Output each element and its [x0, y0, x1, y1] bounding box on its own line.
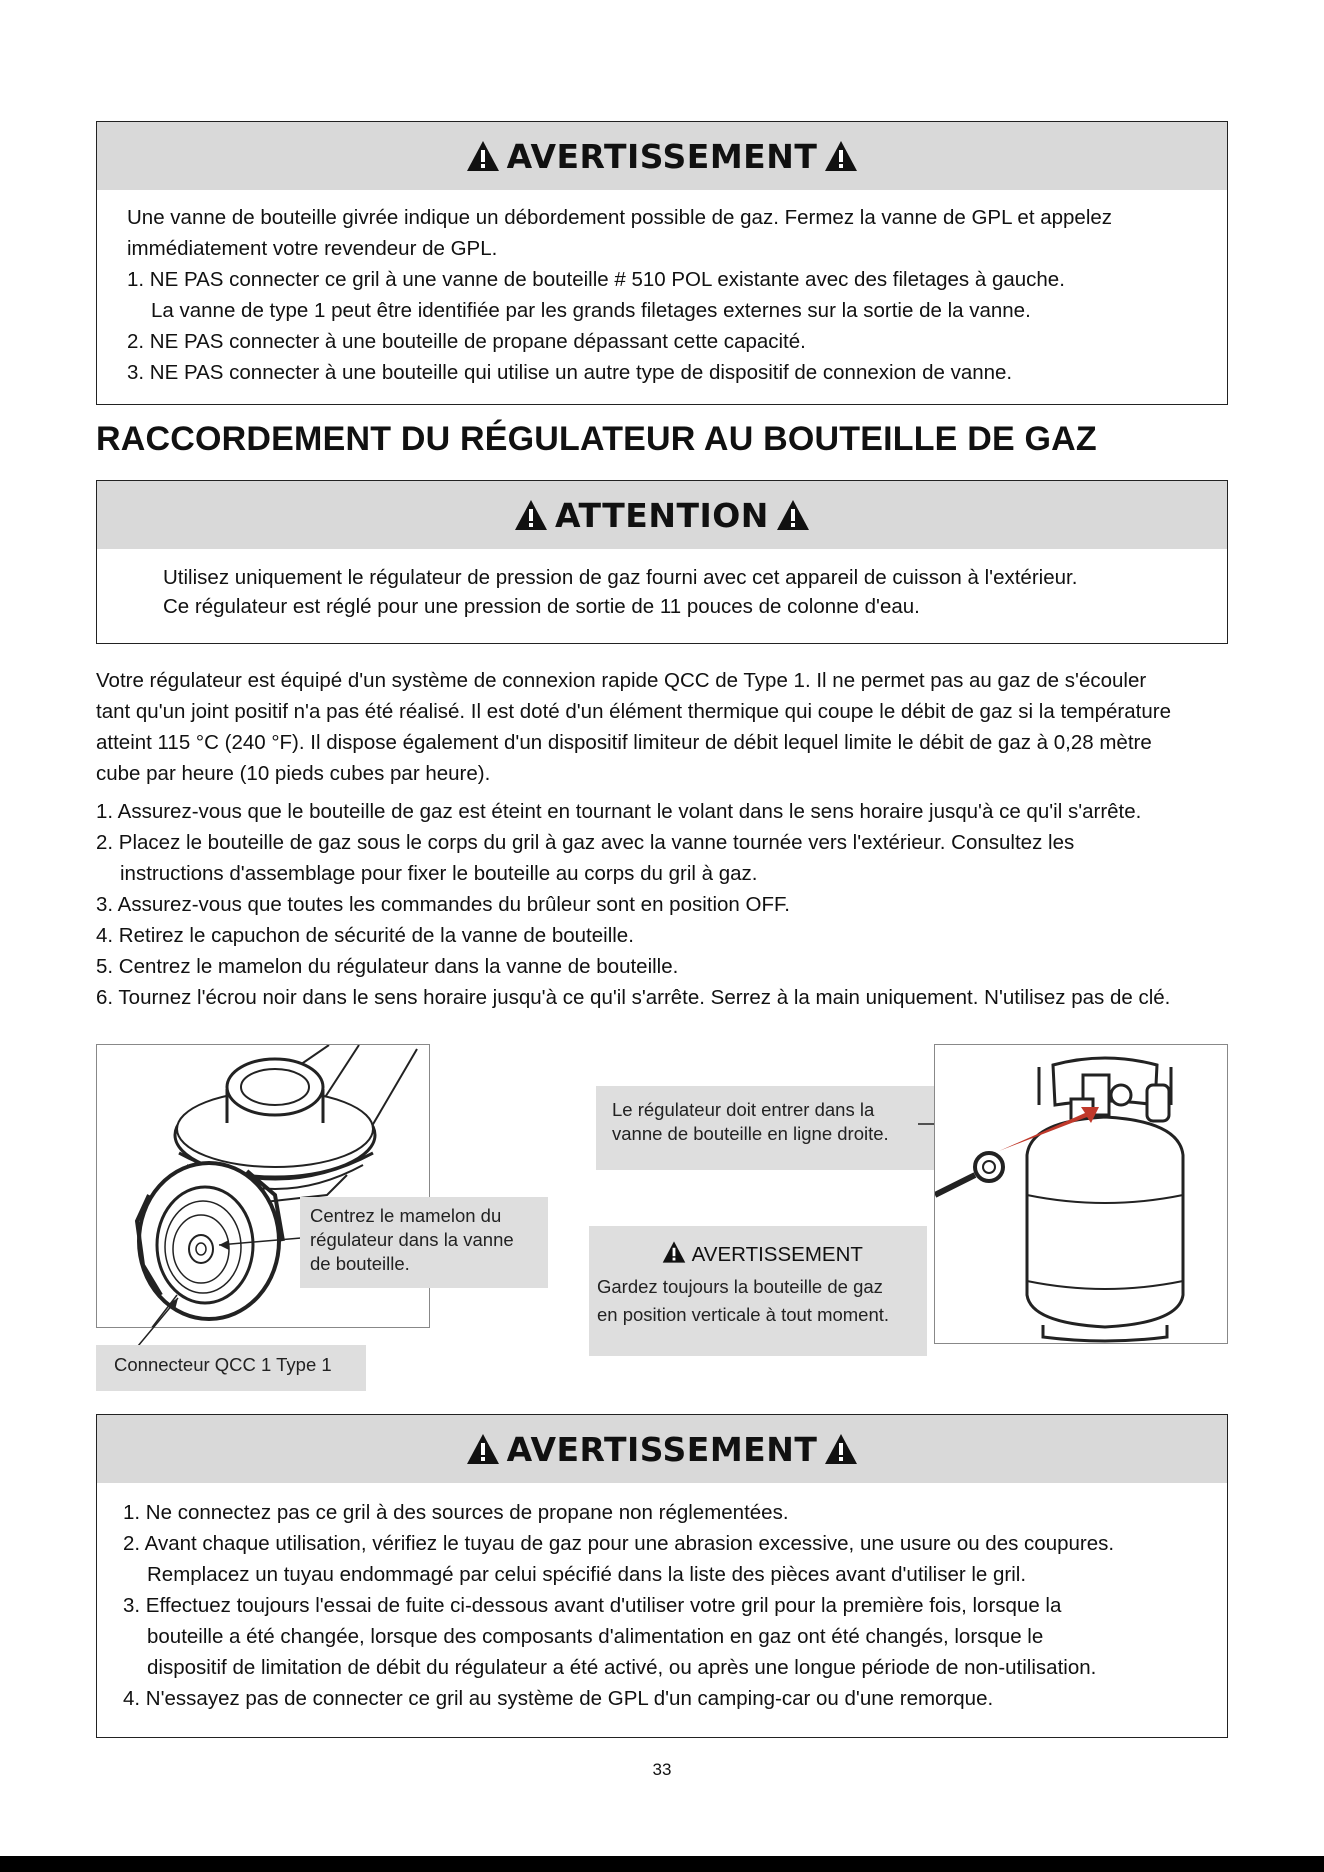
warning-line: 2. NE PAS connecter à une bouteille de propane dépassant cette capacité. — [127, 330, 806, 353]
step-item: 6. Tournez l'écrou noir dans le sens horaire jusqu'à ce qu'il s'arrête. Serrez à la main uniquement. N'utilisez pas de clé. — [96, 986, 1171, 1009]
step-item: 1. Assurez-vous que le bouteille de gaz est éteint en tournant le volant dans le sens horaire jusqu'à ce qu'il s'arrête. — [96, 800, 1142, 823]
warning-line: 1. NE PAS connecter ce gril à une vanne de bouteille # 510 POL existante avec des filetages à gauche. — [127, 268, 1065, 291]
upright-warning-title: AVERTISSEMENT — [691, 1243, 863, 1266]
warning-box-bottom — [96, 1414, 1228, 1738]
propane-tank-illustration — [935, 1045, 1227, 1343]
connector-pointer-line — [130, 1290, 190, 1350]
warning-line: bouteille a été changée, lorsque des composants d'alimentation en gaz ont été changés, lorsque le — [147, 1625, 1044, 1648]
warning-line: Une vanne de bouteille givrée indique un débordement possible de gaz. Fermez la vanne de GPL et appelez — [127, 206, 1113, 229]
warning-line: immédiatement votre revendeur de GPL. — [127, 237, 498, 260]
section-heading: RACCORDEMENT DU RÉGULATEUR AU BOUTEILLE DE GAZ — [96, 420, 1097, 458]
callout-center-nipple — [300, 1197, 548, 1288]
warning-triangle-icon — [465, 139, 501, 173]
bottom-border — [0, 1856, 1324, 1872]
attention-title: ATTENTION — [555, 495, 769, 535]
callout-line: régulateur dans la vanne — [310, 1229, 514, 1250]
warning-title: AVERTISSEMENT — [506, 136, 818, 176]
warning-triangle-icon — [661, 1240, 687, 1264]
attention-body — [97, 549, 1227, 621]
callout-line: Le régulateur doit entrer dans la — [612, 1099, 875, 1120]
warning-body — [97, 1483, 1227, 1714]
warning-line: 4. N'essayez pas de connecter ce gril au système de GPL d'un camping-car ou d'une remorque. — [123, 1687, 994, 1710]
callout-line: Gardez toujours la bouteille de gaz — [597, 1276, 883, 1297]
callout-upright-warning — [589, 1226, 927, 1356]
step-item: instructions d'assemblage pour fixer le bouteille au corps du gril à gaz. — [120, 862, 758, 885]
attention-header — [97, 481, 1227, 549]
warning-triangle-icon — [513, 498, 549, 532]
step-item: 5. Centrez le mamelon du régulateur dans la vanne de bouteille. — [96, 955, 679, 978]
warning-body — [97, 190, 1227, 388]
callout-straight-entry — [596, 1086, 936, 1170]
warning-title: AVERTISSEMENT — [506, 1429, 818, 1469]
page-number: 33 — [652, 1760, 672, 1779]
warning-line: Remplacez un tuyau endommagé par celui spécifié dans la liste des pièces avant d'utiliser le gril. — [147, 1563, 1027, 1586]
warning-line: 3. Effectuez toujours l'essai de fuite ci-dessous avant d'utiliser votre gril pour la première fois, lorsque la — [123, 1594, 1062, 1617]
warning-header — [97, 122, 1227, 190]
callout-line: vanne de bouteille en ligne droite. — [612, 1123, 889, 1144]
intro-line: tant qu'un joint positif n'a pas été réalisé. Il est doté d'un élément thermique qui coupe le débit de gaz si la température — [96, 700, 1171, 723]
step-item: 2. Placez le bouteille de gaz sous le corps du gril à gaz avec la vanne tournée vers l'extérieur. Consultez les — [96, 831, 1075, 854]
attention-box — [96, 480, 1228, 644]
upright-warning-title-row — [597, 1240, 927, 1267]
warning-line: La vanne de type 1 peut être identifiée par les grands filetages externes sur la sortie de la vanne. — [151, 299, 1031, 322]
attention-line: Ce régulateur est réglé pour une pression de sortie de 11 pouces de colonne d'eau. — [163, 595, 920, 618]
warning-line: 2. Avant chaque utilisation, vérifiez le tuyau de gaz pour une abrasion excessive, une usure ou des coupures. — [123, 1532, 1115, 1555]
attention-line: Utilisez uniquement le régulateur de pression de gaz fourni avec cet appareil de cuisson à l'extérieur. — [163, 566, 1078, 589]
callout-line: Centrez le mamelon du — [310, 1205, 502, 1226]
steps-list — [96, 796, 1246, 1013]
warning-triangle-icon — [775, 498, 811, 532]
intro-line: atteint 115 °C (240 °F). Il dispose également d'un dispositif limiteur de débit lequel limite le débit de gaz à 0,28 mètre — [96, 731, 1152, 754]
step-item: 4. Retirez le capuchon de sécurité de la vanne de bouteille. — [96, 924, 634, 947]
intro-line: cube par heure (10 pieds cubes par heure). — [96, 762, 491, 785]
intro-paragraph — [96, 665, 1246, 789]
callout-line: de bouteille. — [310, 1253, 410, 1274]
propane-tank-figure — [934, 1044, 1228, 1344]
callout-line: Connecteur QCC 1 Type 1 — [114, 1354, 332, 1375]
callout-line: en position verticale à tout moment. — [597, 1304, 890, 1325]
warning-box-top — [96, 121, 1228, 405]
warning-header — [97, 1415, 1227, 1483]
warning-triangle-icon — [823, 139, 859, 173]
warning-triangle-icon — [823, 1432, 859, 1466]
warning-line: 3. NE PAS connecter à une bouteille qui utilise un autre type de dispositif de connexion de vanne. — [127, 361, 1013, 384]
warning-line: dispositif de limitation de débit du régulateur a été activé, ou après une longue période de non-utilisation. — [147, 1656, 1097, 1679]
callout-connector — [96, 1345, 366, 1391]
step-item: 3. Assurez-vous que toutes les commandes du brûleur sont en position OFF. — [96, 893, 790, 916]
warning-triangle-icon — [465, 1432, 501, 1466]
intro-line: Votre régulateur est équipé d'un système de connexion rapide QCC de Type 1. Il ne permet pas au gaz de s'écouler — [96, 669, 1147, 692]
warning-line: 1. Ne connectez pas ce gril à des sources de propane non réglementées. — [123, 1501, 789, 1524]
